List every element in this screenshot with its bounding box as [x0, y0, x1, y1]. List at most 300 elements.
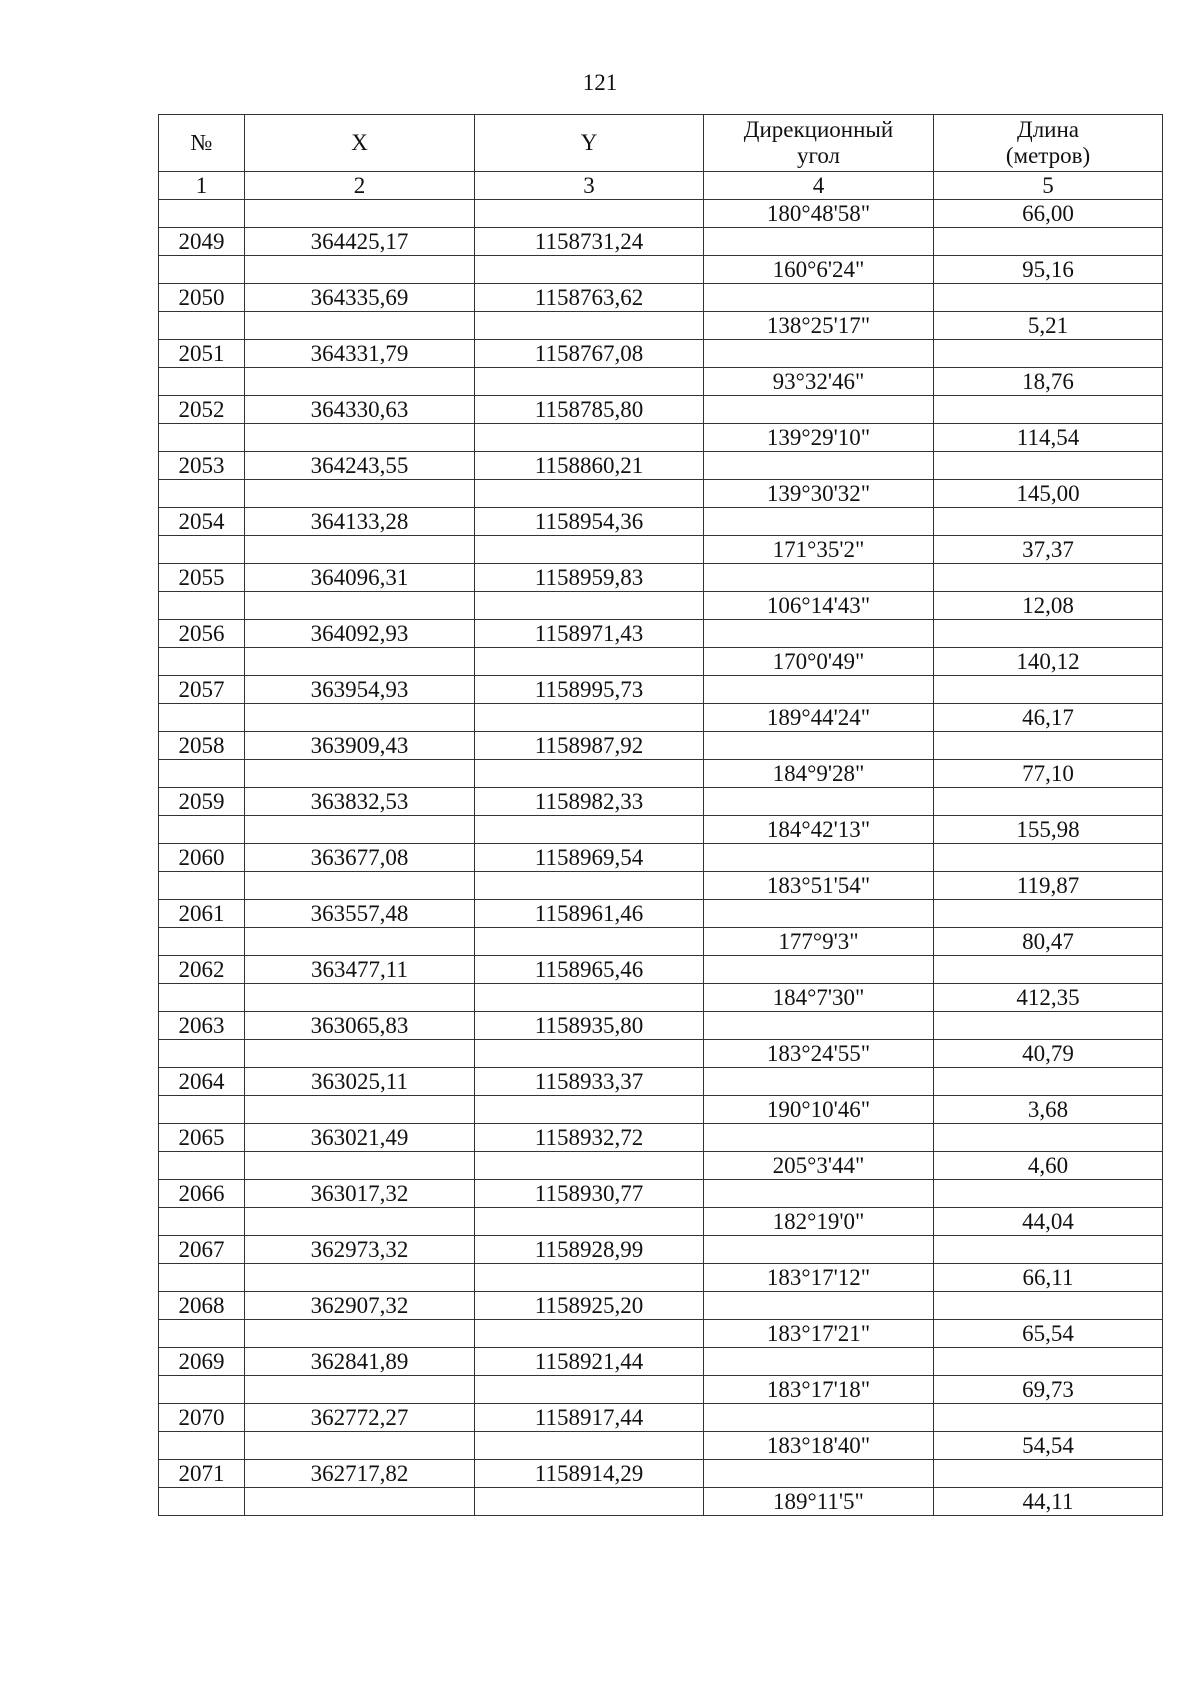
table-row [159, 900, 1163, 928]
cell-direction-angle: 106°14'43" [704, 592, 934, 620]
cell-y [475, 872, 704, 900]
cell-x: 364092,93 [245, 620, 475, 648]
cell-x [245, 368, 475, 396]
header-direction-angle [704, 115, 934, 172]
table-row [159, 844, 1163, 872]
cell-number: 2062 [159, 956, 245, 984]
cell-number: 2050 [159, 284, 245, 312]
cell-direction-angle: 138°25'17" [704, 312, 934, 340]
cell-length [934, 676, 1163, 704]
cell-number [159, 368, 245, 396]
table-row [159, 984, 1163, 1012]
cell-y: 1158971,43 [475, 620, 704, 648]
table-row [159, 732, 1163, 760]
cell-x: 363677,08 [245, 844, 475, 872]
cell-direction-angle [704, 620, 934, 648]
cell-direction-angle: 183°17'12" [704, 1264, 934, 1292]
cell-number: 2058 [159, 732, 245, 760]
cell-direction-angle [704, 1236, 934, 1264]
cell-y [475, 1432, 704, 1460]
cell-number: 2053 [159, 452, 245, 480]
cell-number [159, 1096, 245, 1124]
cell-length [934, 228, 1163, 256]
cell-number: 2071 [159, 1460, 245, 1488]
cell-y [475, 1320, 704, 1348]
cell-number [159, 816, 245, 844]
cell-length [934, 732, 1163, 760]
cell-number [159, 648, 245, 676]
cell-length [934, 900, 1163, 928]
cell-direction-angle [704, 564, 934, 592]
cell-direction-angle: 183°17'21" [704, 1320, 934, 1348]
cell-number: 2068 [159, 1292, 245, 1320]
column-number: 3 [475, 172, 704, 200]
cell-x: 363065,83 [245, 1012, 475, 1040]
cell-number [159, 312, 245, 340]
cell-x [245, 1320, 475, 1348]
cell-length: 66,00 [934, 200, 1163, 228]
cell-x [245, 704, 475, 732]
cell-length: 5,21 [934, 312, 1163, 340]
table-header [159, 115, 1163, 200]
cell-length [934, 396, 1163, 424]
cell-direction-angle [704, 956, 934, 984]
cell-x: 362772,27 [245, 1404, 475, 1432]
cell-number [159, 1152, 245, 1180]
cell-direction-angle: 183°18'40" [704, 1432, 934, 1460]
cell-x: 364096,31 [245, 564, 475, 592]
table-row [159, 1040, 1163, 1068]
cell-y [475, 256, 704, 284]
cell-y [475, 760, 704, 788]
cell-number: 2065 [159, 1124, 245, 1152]
cell-number [159, 1208, 245, 1236]
cell-number: 2069 [159, 1348, 245, 1376]
header-length-line2: (метров) [1005, 143, 1091, 168]
cell-length: 3,68 [934, 1096, 1163, 1124]
header-row [159, 115, 1163, 172]
table-row [159, 228, 1163, 256]
cell-y: 1158930,77 [475, 1180, 704, 1208]
table-row [159, 928, 1163, 956]
cell-y: 1158860,21 [475, 452, 704, 480]
cell-length [934, 844, 1163, 872]
cell-number [159, 200, 245, 228]
column-number: 1 [159, 172, 245, 200]
cell-number: 2054 [159, 508, 245, 536]
cell-number: 2070 [159, 1404, 245, 1432]
cell-x [245, 984, 475, 1012]
cell-x [245, 1488, 475, 1516]
table-row [159, 340, 1163, 368]
cell-direction-angle: 93°32'46" [704, 368, 934, 396]
table-row [159, 1320, 1163, 1348]
cell-direction-angle: 189°11'5" [704, 1488, 934, 1516]
cell-number [159, 1040, 245, 1068]
cell-x: 364335,69 [245, 284, 475, 312]
cell-direction-angle [704, 844, 934, 872]
cell-direction-angle [704, 284, 934, 312]
cell-length [934, 1348, 1163, 1376]
cell-direction-angle: 184°9'28" [704, 760, 934, 788]
cell-x: 364425,17 [245, 228, 475, 256]
cell-direction-angle: 205°3'44" [704, 1152, 934, 1180]
cell-y [475, 984, 704, 1012]
cell-direction-angle [704, 1460, 934, 1488]
cell-x: 362841,89 [245, 1348, 475, 1376]
cell-length: 80,47 [934, 928, 1163, 956]
cell-x: 363017,32 [245, 1180, 475, 1208]
cell-direction-angle [704, 676, 934, 704]
column-number-row [159, 172, 1163, 200]
cell-length: 412,35 [934, 984, 1163, 1012]
cell-direction-angle [704, 732, 934, 760]
cell-x: 363021,49 [245, 1124, 475, 1152]
table-row [159, 424, 1163, 452]
cell-length: 4,60 [934, 1152, 1163, 1180]
cell-x [245, 1432, 475, 1460]
cell-y: 1158995,73 [475, 676, 704, 704]
cell-y: 1158763,62 [475, 284, 704, 312]
table-row [159, 760, 1163, 788]
cell-number [159, 1432, 245, 1460]
cell-y [475, 1376, 704, 1404]
cell-y [475, 592, 704, 620]
cell-number [159, 872, 245, 900]
cell-y: 1158961,46 [475, 900, 704, 928]
table-row [159, 704, 1163, 732]
cell-direction-angle [704, 452, 934, 480]
cell-x [245, 424, 475, 452]
cell-y: 1158965,46 [475, 956, 704, 984]
cell-x [245, 592, 475, 620]
cell-y: 1158932,72 [475, 1124, 704, 1152]
cell-length: 155,98 [934, 816, 1163, 844]
cell-number: 2057 [159, 676, 245, 704]
cell-length: 46,17 [934, 704, 1163, 732]
cell-y [475, 368, 704, 396]
cell-x [245, 256, 475, 284]
cell-y [475, 480, 704, 508]
table-row [159, 312, 1163, 340]
header-number: № [159, 115, 245, 172]
table-row [159, 872, 1163, 900]
table-row [159, 1376, 1163, 1404]
cell-direction-angle [704, 1180, 934, 1208]
cell-direction-angle: 183°24'55" [704, 1040, 934, 1068]
cell-number: 2052 [159, 396, 245, 424]
cell-length: 77,10 [934, 760, 1163, 788]
cell-direction-angle: 183°17'18" [704, 1376, 934, 1404]
cell-y: 1158935,80 [475, 1012, 704, 1040]
cell-number [159, 1488, 245, 1516]
cell-number: 2067 [159, 1236, 245, 1264]
cell-length: 54,54 [934, 1432, 1163, 1460]
table-row [159, 536, 1163, 564]
cell-y: 1158954,36 [475, 508, 704, 536]
table-row [159, 816, 1163, 844]
cell-y [475, 704, 704, 732]
table-row [159, 452, 1163, 480]
table-row [159, 508, 1163, 536]
cell-length: 66,11 [934, 1264, 1163, 1292]
cell-number [159, 928, 245, 956]
header-length [934, 115, 1163, 172]
column-number: 4 [704, 172, 934, 200]
cell-x: 363025,11 [245, 1068, 475, 1096]
cell-number [159, 760, 245, 788]
cell-x [245, 1208, 475, 1236]
cell-x [245, 928, 475, 956]
cell-length: 18,76 [934, 368, 1163, 396]
cell-y: 1158959,83 [475, 564, 704, 592]
cell-length: 44,11 [934, 1488, 1163, 1516]
cell-length [934, 340, 1163, 368]
cell-y [475, 1264, 704, 1292]
cell-y: 1158731,24 [475, 228, 704, 256]
table-row [159, 1488, 1163, 1516]
cell-y: 1158921,44 [475, 1348, 704, 1376]
cell-y: 1158785,80 [475, 396, 704, 424]
cell-number: 2051 [159, 340, 245, 368]
cell-y [475, 1488, 704, 1516]
coordinates-table [158, 114, 1163, 1516]
cell-x: 363909,43 [245, 732, 475, 760]
cell-length: 114,54 [934, 424, 1163, 452]
cell-length: 44,04 [934, 1208, 1163, 1236]
cell-length: 37,37 [934, 536, 1163, 564]
cell-y [475, 648, 704, 676]
cell-direction-angle: 177°9'3" [704, 928, 934, 956]
cell-y [475, 536, 704, 564]
cell-length [934, 1292, 1163, 1320]
cell-x [245, 816, 475, 844]
cell-x [245, 648, 475, 676]
cell-x: 364133,28 [245, 508, 475, 536]
cell-number: 2049 [159, 228, 245, 256]
table-row [159, 676, 1163, 704]
header-x: X [245, 115, 475, 172]
cell-direction-angle [704, 1404, 934, 1432]
cell-length: 140,12 [934, 648, 1163, 676]
cell-direction-angle: 190°10'46" [704, 1096, 934, 1124]
cell-direction-angle [704, 1348, 934, 1376]
cell-direction-angle [704, 340, 934, 368]
cell-number: 2056 [159, 620, 245, 648]
cell-number [159, 984, 245, 1012]
cell-y [475, 1208, 704, 1236]
cell-y [475, 424, 704, 452]
table-row [159, 1460, 1163, 1488]
cell-direction-angle: 184°42'13" [704, 816, 934, 844]
cell-number [159, 592, 245, 620]
cell-direction-angle [704, 508, 934, 536]
cell-number [159, 480, 245, 508]
header-length-line1: Длина [1017, 117, 1079, 142]
cell-x: 362717,82 [245, 1460, 475, 1488]
cell-length [934, 1012, 1163, 1040]
cell-y: 1158767,08 [475, 340, 704, 368]
table-row [159, 1292, 1163, 1320]
cell-length [934, 1236, 1163, 1264]
table-row [159, 1264, 1163, 1292]
cell-length: 145,00 [934, 480, 1163, 508]
cell-number: 2066 [159, 1180, 245, 1208]
cell-direction-angle: 170°0'49" [704, 648, 934, 676]
header-angle-line1: Дирекционный [743, 117, 894, 142]
cell-y: 1158933,37 [475, 1068, 704, 1096]
cell-length [934, 284, 1163, 312]
cell-number: 2064 [159, 1068, 245, 1096]
table-row [159, 200, 1163, 228]
cell-length [934, 956, 1163, 984]
cell-y [475, 1096, 704, 1124]
cell-x: 364243,55 [245, 452, 475, 480]
cell-direction-angle: 139°29'10" [704, 424, 934, 452]
table-row [159, 564, 1163, 592]
column-number: 2 [245, 172, 475, 200]
table-row [159, 1152, 1163, 1180]
cell-y: 1158928,99 [475, 1236, 704, 1264]
cell-direction-angle [704, 228, 934, 256]
cell-direction-angle [704, 1292, 934, 1320]
cell-number [159, 536, 245, 564]
cell-x [245, 1040, 475, 1068]
cell-direction-angle [704, 900, 934, 928]
cell-number [159, 1376, 245, 1404]
cell-length: 65,54 [934, 1320, 1163, 1348]
cell-x [245, 480, 475, 508]
cell-direction-angle: 139°30'32" [704, 480, 934, 508]
cell-number: 2061 [159, 900, 245, 928]
cell-x: 362973,32 [245, 1236, 475, 1264]
cell-direction-angle: 183°51'54" [704, 872, 934, 900]
cell-direction-angle [704, 1012, 934, 1040]
table-row [159, 256, 1163, 284]
cell-direction-angle [704, 788, 934, 816]
table-body [159, 200, 1163, 1516]
cell-length [934, 564, 1163, 592]
cell-x: 363557,48 [245, 900, 475, 928]
cell-x [245, 1152, 475, 1180]
cell-direction-angle [704, 396, 934, 424]
cell-number [159, 704, 245, 732]
cell-length [934, 1124, 1163, 1152]
cell-number: 2063 [159, 1012, 245, 1040]
table-row [159, 592, 1163, 620]
cell-direction-angle: 182°19'0" [704, 1208, 934, 1236]
cell-y [475, 928, 704, 956]
cell-y: 1158969,54 [475, 844, 704, 872]
cell-length [934, 1404, 1163, 1432]
cell-x [245, 872, 475, 900]
table-row [159, 1432, 1163, 1460]
cell-y: 1158987,92 [475, 732, 704, 760]
cell-length [934, 452, 1163, 480]
cell-y [475, 816, 704, 844]
cell-x [245, 1264, 475, 1292]
cell-number: 2060 [159, 844, 245, 872]
cell-x: 364331,79 [245, 340, 475, 368]
cell-x: 362907,32 [245, 1292, 475, 1320]
cell-x: 363954,93 [245, 676, 475, 704]
table-row [159, 956, 1163, 984]
cell-length: 95,16 [934, 256, 1163, 284]
table-row [159, 396, 1163, 424]
cell-direction-angle [704, 1068, 934, 1096]
table-row [159, 1236, 1163, 1264]
table-row [159, 648, 1163, 676]
cell-length [934, 788, 1163, 816]
table-row [159, 1096, 1163, 1124]
cell-length [934, 1460, 1163, 1488]
table-row [159, 1404, 1163, 1432]
table-row [159, 368, 1163, 396]
cell-number: 2055 [159, 564, 245, 592]
cell-y [475, 1152, 704, 1180]
cell-number: 2059 [159, 788, 245, 816]
cell-x [245, 200, 475, 228]
cell-length [934, 508, 1163, 536]
cell-direction-angle: 180°48'58" [704, 200, 934, 228]
cell-length [934, 1180, 1163, 1208]
cell-number [159, 1264, 245, 1292]
cell-direction-angle: 184°7'30" [704, 984, 934, 1012]
cell-y: 1158914,29 [475, 1460, 704, 1488]
cell-x: 364330,63 [245, 396, 475, 424]
cell-y: 1158917,44 [475, 1404, 704, 1432]
cell-direction-angle [704, 1124, 934, 1152]
table-row [159, 1124, 1163, 1152]
page-number: 121 [582, 70, 618, 95]
cell-x [245, 760, 475, 788]
cell-y [475, 312, 704, 340]
cell-x [245, 1096, 475, 1124]
table-row [159, 620, 1163, 648]
table-row [159, 1348, 1163, 1376]
cell-y: 1158982,33 [475, 788, 704, 816]
cell-length: 69,73 [934, 1376, 1163, 1404]
cell-length: 12,08 [934, 592, 1163, 620]
cell-length [934, 620, 1163, 648]
cell-y [475, 200, 704, 228]
cell-y [475, 1040, 704, 1068]
table-row [159, 1208, 1163, 1236]
table-row [159, 1068, 1163, 1096]
cell-direction-angle: 171°35'2" [704, 536, 934, 564]
cell-y: 1158925,20 [475, 1292, 704, 1320]
table-row [159, 788, 1163, 816]
cell-number [159, 1320, 245, 1348]
cell-length [934, 1068, 1163, 1096]
header-y: Y [475, 115, 704, 172]
table-row [159, 480, 1163, 508]
cell-x [245, 1376, 475, 1404]
cell-length: 40,79 [934, 1040, 1163, 1068]
cell-direction-angle: 160°6'24" [704, 256, 934, 284]
cell-length: 119,87 [934, 872, 1163, 900]
cell-number [159, 424, 245, 452]
table-row [159, 1012, 1163, 1040]
cell-x: 363477,11 [245, 956, 475, 984]
cell-direction-angle: 189°44'24" [704, 704, 934, 732]
cell-x [245, 536, 475, 564]
cell-x [245, 312, 475, 340]
column-number: 5 [934, 172, 1163, 200]
table-row [159, 1180, 1163, 1208]
cell-number [159, 256, 245, 284]
cell-x: 363832,53 [245, 788, 475, 816]
